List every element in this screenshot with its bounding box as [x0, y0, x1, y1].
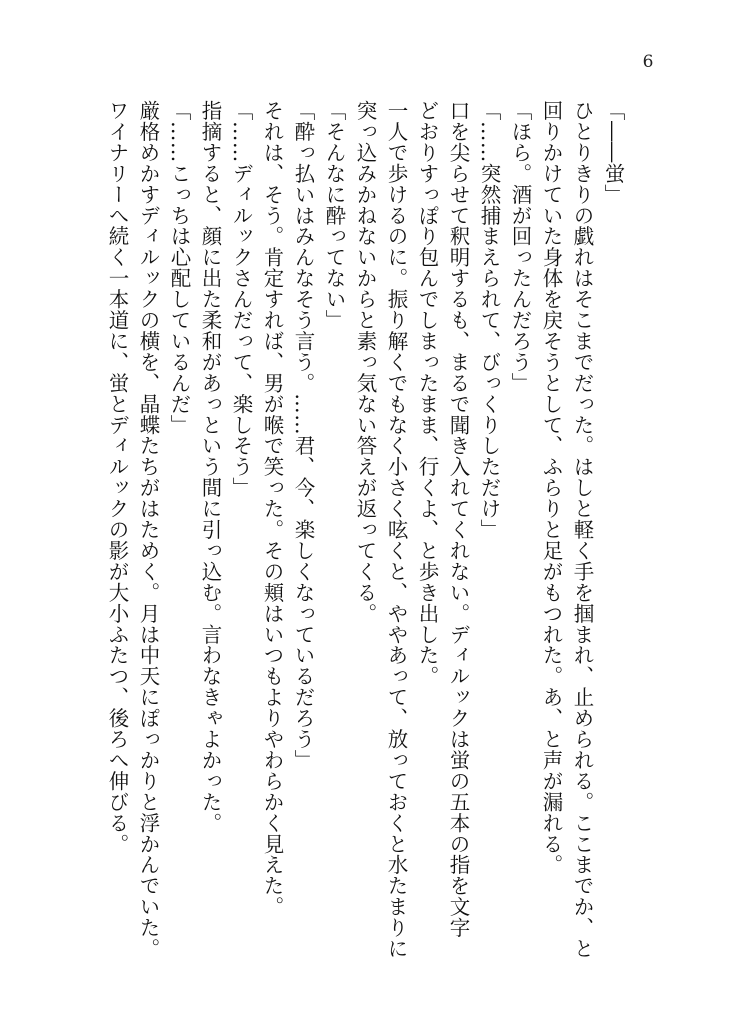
text-line-12: それは、そう。肯定すれば、男が喉で笑った。その頬はいつもよりやわらかく見えた。 [260, 100, 284, 918]
vertical-text-block [101, 100, 628, 959]
text-line-11: 「酔っ払いはみんなそう言う。……君、今、楽しくなっているだろう」 [291, 100, 315, 771]
text-line-13: 「……ディルックさんだって、楽しそう」 [229, 100, 253, 499]
text-line-9: 突っ込みかねないからと素っ気ない答えが返ってくる。 [353, 100, 377, 624]
text-line-6: 口を尖らせて釈明するも、まるで聞き入れてくれない。ディルックは蛍の五本の指を文字 [446, 100, 470, 938]
text-line-7: どおりすっぽり包んでしまったまま、行くよ、と歩き出した。 [415, 100, 439, 687]
text-line-16: 厳格めかすディルックの横を、晶蝶たちがはためく。月は中天にぽっかりと浮かんでいた。 [136, 100, 160, 959]
text-line-17: ワイナリーへ続く一本道に、蛍とディルックの影が大小ふたつ、後ろへ伸びる。 [105, 100, 129, 855]
text-line-2: ひとりきりの戯れはそこまでだった。はしと軽く手を掴まれ、止められる。ここまでか、と [570, 100, 594, 959]
text-line-1: 「――蛍」 [601, 100, 625, 205]
text-line-14: 指摘すると、顔に出た柔和があっという間に引っ込む。言わなきゃよかった。 [198, 100, 222, 834]
text-line-4: 「ほら。酒が回ったんだろう」 [508, 100, 532, 394]
page-number: 6 [642, 52, 654, 72]
text-line-15: 「……こっちは心配しているんだ」 [167, 100, 191, 436]
text-line-3: 回りかけていた身体を戻そうとして、ふらりと足がもつれた。あ、と声が漏れる。 [539, 100, 563, 876]
text-line-5: 「……突然捕まえられて、びっくりしただけ」 [477, 100, 501, 540]
text-line-10: 「そんなに酔ってない」 [322, 100, 346, 331]
text-line-8: 一人で歩けるのに。振り解くでもなく小さく呟くと、ややあって、放っておくと水たまりに [384, 100, 408, 959]
